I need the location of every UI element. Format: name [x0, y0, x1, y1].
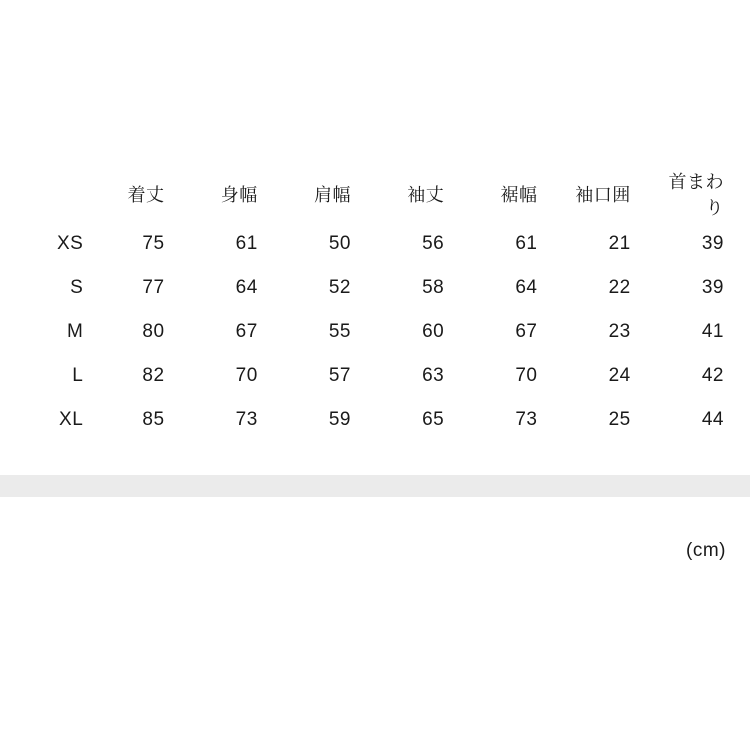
- cell-sleeve-length: 63: [422, 365, 445, 386]
- row-header-size: S: [70, 277, 84, 298]
- cell-shoulder-width: 50: [328, 233, 351, 254]
- cell-hem-width: 70: [515, 365, 538, 386]
- cell-cuff-circumference: 24: [608, 365, 631, 386]
- cell-chest-width: 67: [235, 321, 258, 342]
- column-header-length: 着丈: [127, 185, 165, 205]
- row-header-size: XL: [59, 409, 84, 430]
- cell-neck-circumference: 44: [701, 409, 724, 430]
- header-row: [0, 168, 750, 222]
- cell-chest-width: 73: [235, 409, 258, 430]
- cell-shoulder-width: 55: [328, 321, 351, 342]
- table-row: [0, 398, 750, 442]
- cell-hem-width: 61: [515, 233, 538, 254]
- cell-cuff-circumference: 23: [608, 321, 631, 342]
- table-row: [0, 354, 750, 398]
- column-header-shoulder-width: 肩幅: [314, 185, 351, 205]
- cell-neck-circumference: 42: [701, 365, 724, 386]
- cell-hem-width: 73: [515, 409, 538, 430]
- column-header-chest-width: 身幅: [220, 185, 258, 205]
- cell-neck-circumference: 41: [701, 321, 724, 342]
- cell-cuff-circumference: 25: [608, 409, 631, 430]
- column-header-neck-circumference: 首まわり: [668, 172, 724, 218]
- cell-hem-width: 64: [515, 277, 538, 298]
- table-header: [0, 168, 750, 222]
- size-chart-table: [0, 168, 750, 442]
- cell-chest-width: 70: [235, 365, 258, 386]
- cell-length: 75: [142, 233, 165, 254]
- table-corner-cell: [0, 168, 97, 222]
- cell-length: 85: [142, 409, 165, 430]
- cell-shoulder-width: 52: [328, 277, 351, 298]
- cell-length: 82: [142, 365, 165, 386]
- divider-band: [0, 475, 750, 497]
- cell-cuff-circumference: 22: [608, 277, 631, 298]
- cell-sleeve-length: 58: [422, 277, 445, 298]
- row-header-size: L: [72, 365, 84, 386]
- cell-length: 77: [142, 277, 165, 298]
- row-header-size: M: [66, 321, 84, 342]
- cell-sleeve-length: 65: [422, 409, 445, 430]
- column-header-hem-width: 裾幅: [500, 185, 538, 205]
- cell-chest-width: 61: [235, 233, 258, 254]
- cell-length: 80: [142, 321, 165, 342]
- cell-cuff-circumference: 21: [608, 233, 631, 254]
- row-header-size: XS: [56, 233, 84, 254]
- cell-shoulder-width: 59: [328, 409, 351, 430]
- cell-neck-circumference: 39: [701, 277, 724, 298]
- cell-sleeve-length: 60: [422, 321, 445, 342]
- table-row: [0, 222, 750, 266]
- column-header-sleeve-length: 袖丈: [407, 185, 445, 205]
- cell-hem-width: 67: [515, 321, 538, 342]
- column-header-cuff-circumference: 袖口囲: [575, 185, 631, 205]
- table-row: [0, 266, 750, 310]
- table-row: [0, 310, 750, 354]
- cell-chest-width: 64: [235, 277, 258, 298]
- cell-sleeve-length: 56: [422, 233, 445, 254]
- unit-note: (cm): [686, 540, 726, 561]
- table-body: [0, 222, 750, 442]
- cell-shoulder-width: 57: [328, 365, 351, 386]
- cell-neck-circumference: 39: [701, 233, 724, 254]
